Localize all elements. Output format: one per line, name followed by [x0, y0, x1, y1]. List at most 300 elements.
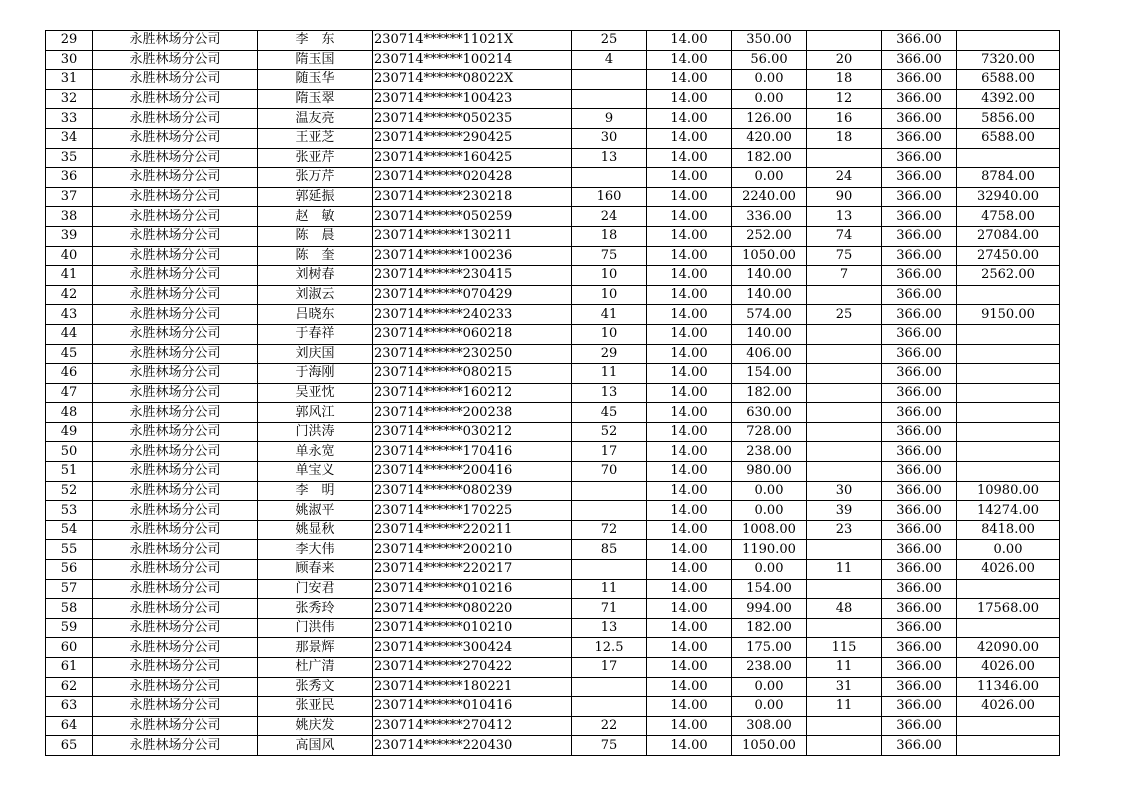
amount-cell: 2240.00 — [732, 187, 807, 207]
id-number-cell: 230714******080215 — [373, 364, 572, 384]
id-number-cell: 230714******220217 — [373, 560, 572, 580]
row-number-cell: 39 — [46, 226, 93, 246]
name-cell: 王亚芝 — [258, 128, 373, 148]
row-number-cell: 30 — [46, 50, 93, 70]
table-row — [46, 462, 1060, 482]
area-cell: 11 — [572, 579, 647, 599]
subsidy-amount-cell: 32940.00 — [957, 187, 1060, 207]
id-number-cell: 230714******230218 — [373, 187, 572, 207]
name-cell: 门洪涛 — [258, 422, 373, 442]
standard-cell: 366.00 — [882, 364, 957, 384]
amount-cell: 1050.00 — [732, 736, 807, 756]
count-cell: 18 — [807, 70, 882, 90]
count-cell — [807, 579, 882, 599]
unit-price-cell: 14.00 — [647, 716, 732, 736]
row-number-cell: 29 — [46, 31, 93, 51]
name-cell: 那景辉 — [258, 638, 373, 658]
name-cell: 于春祥 — [258, 324, 373, 344]
standard-cell: 366.00 — [882, 658, 957, 678]
id-number-cell: 230714******070429 — [373, 285, 572, 305]
count-cell: 90 — [807, 187, 882, 207]
subsidy-amount-cell: 27084.00 — [957, 226, 1060, 246]
company-cell: 永胜林场分公司 — [93, 246, 258, 266]
subsidy-amount-cell: 9150.00 — [957, 305, 1060, 325]
subsidy-amount-cell: 4026.00 — [957, 560, 1060, 580]
area-cell — [572, 560, 647, 580]
area-cell: 70 — [572, 462, 647, 482]
row-number-cell: 32 — [46, 89, 93, 109]
amount-cell: 182.00 — [732, 148, 807, 168]
table-row — [46, 148, 1060, 168]
company-cell: 永胜林场分公司 — [93, 658, 258, 678]
company-cell: 永胜林场分公司 — [93, 697, 258, 717]
name-cell: 张亚芹 — [258, 148, 373, 168]
amount-cell: 728.00 — [732, 422, 807, 442]
unit-price-cell: 14.00 — [647, 422, 732, 442]
count-cell: 74 — [807, 226, 882, 246]
table-row — [46, 383, 1060, 403]
table-row — [46, 736, 1060, 756]
id-number-cell: 230714******300424 — [373, 638, 572, 658]
subsidy-amount-cell: 10980.00 — [957, 481, 1060, 501]
count-cell: 115 — [807, 638, 882, 658]
row-number-cell: 59 — [46, 618, 93, 638]
company-cell: 永胜林场分公司 — [93, 403, 258, 423]
company-cell: 永胜林场分公司 — [93, 226, 258, 246]
company-cell: 永胜林场分公司 — [93, 324, 258, 344]
unit-price-cell: 14.00 — [647, 677, 732, 697]
table-row — [46, 599, 1060, 619]
company-cell: 永胜林场分公司 — [93, 618, 258, 638]
count-cell: 11 — [807, 658, 882, 678]
name-cell: 姚淑平 — [258, 501, 373, 521]
standard-cell: 366.00 — [882, 638, 957, 658]
area-cell — [572, 89, 647, 109]
id-number-cell: 230714******180221 — [373, 677, 572, 697]
company-cell: 永胜林场分公司 — [93, 599, 258, 619]
count-cell — [807, 383, 882, 403]
name-cell: 吕晓东 — [258, 305, 373, 325]
table-row — [46, 658, 1060, 678]
name-cell: 杜广清 — [258, 658, 373, 678]
id-number-cell: 230714******030212 — [373, 422, 572, 442]
row-number-cell: 44 — [46, 324, 93, 344]
id-number-cell: 230714******08022X — [373, 70, 572, 90]
area-cell — [572, 501, 647, 521]
count-cell — [807, 736, 882, 756]
company-cell: 永胜林场分公司 — [93, 70, 258, 90]
area-cell: 13 — [572, 148, 647, 168]
company-cell: 永胜林场分公司 — [93, 50, 258, 70]
id-number-cell: 230714******080220 — [373, 599, 572, 619]
row-number-cell: 65 — [46, 736, 93, 756]
amount-cell: 406.00 — [732, 344, 807, 364]
unit-price-cell: 14.00 — [647, 540, 732, 560]
subsidy-table — [45, 30, 1060, 756]
row-number-cell: 60 — [46, 638, 93, 658]
amount-cell: 0.00 — [732, 697, 807, 717]
unit-price-cell: 14.00 — [647, 501, 732, 521]
area-cell: 13 — [572, 383, 647, 403]
id-number-cell: 230714******100236 — [373, 246, 572, 266]
unit-price-cell: 14.00 — [647, 736, 732, 756]
subsidy-amount-cell — [957, 324, 1060, 344]
unit-price-cell: 14.00 — [647, 364, 732, 384]
name-cell: 单永宽 — [258, 442, 373, 462]
standard-cell: 366.00 — [882, 520, 957, 540]
area-cell: 75 — [572, 246, 647, 266]
subsidy-amount-cell: 8418.00 — [957, 520, 1060, 540]
subsidy-amount-cell — [957, 716, 1060, 736]
amount-cell: 980.00 — [732, 462, 807, 482]
company-cell: 永胜林场分公司 — [93, 128, 258, 148]
row-number-cell: 56 — [46, 560, 93, 580]
standard-cell: 366.00 — [882, 481, 957, 501]
unit-price-cell: 14.00 — [647, 70, 732, 90]
table-row — [46, 89, 1060, 109]
name-cell: 李 东 — [258, 31, 373, 51]
id-number-cell: 230714******290425 — [373, 128, 572, 148]
area-cell: 22 — [572, 716, 647, 736]
name-cell: 李 明 — [258, 481, 373, 501]
row-number-cell: 54 — [46, 520, 93, 540]
standard-cell: 366.00 — [882, 148, 957, 168]
table-row — [46, 403, 1060, 423]
area-cell: 13 — [572, 618, 647, 638]
company-cell: 永胜林场分公司 — [93, 462, 258, 482]
id-number-cell: 230714******050259 — [373, 207, 572, 227]
name-cell: 单宝义 — [258, 462, 373, 482]
standard-cell: 366.00 — [882, 246, 957, 266]
standard-cell: 366.00 — [882, 168, 957, 188]
name-cell: 刘庆国 — [258, 344, 373, 364]
name-cell: 刘树春 — [258, 266, 373, 286]
company-cell: 永胜林场分公司 — [93, 540, 258, 560]
table-row — [46, 128, 1060, 148]
standard-cell: 366.00 — [882, 305, 957, 325]
unit-price-cell: 14.00 — [647, 109, 732, 129]
standard-cell: 366.00 — [882, 285, 957, 305]
subsidy-amount-cell — [957, 736, 1060, 756]
amount-cell: 56.00 — [732, 50, 807, 70]
row-number-cell: 31 — [46, 70, 93, 90]
count-cell: 7 — [807, 266, 882, 286]
id-number-cell: 230714******11021X — [373, 31, 572, 51]
standard-cell: 366.00 — [882, 736, 957, 756]
row-number-cell: 52 — [46, 481, 93, 501]
count-cell — [807, 324, 882, 344]
row-number-cell: 57 — [46, 579, 93, 599]
amount-cell: 1008.00 — [732, 520, 807, 540]
company-cell: 永胜林场分公司 — [93, 481, 258, 501]
subsidy-amount-cell: 4392.00 — [957, 89, 1060, 109]
table-row — [46, 579, 1060, 599]
company-cell: 永胜林场分公司 — [93, 109, 258, 129]
amount-cell: 0.00 — [732, 481, 807, 501]
amount-cell: 336.00 — [732, 207, 807, 227]
subsidy-amount-cell: 17568.00 — [957, 599, 1060, 619]
unit-price-cell: 14.00 — [647, 128, 732, 148]
name-cell: 李大伟 — [258, 540, 373, 560]
amount-cell: 0.00 — [732, 168, 807, 188]
count-cell: 25 — [807, 305, 882, 325]
id-number-cell: 230714******170416 — [373, 442, 572, 462]
amount-cell: 238.00 — [732, 658, 807, 678]
table-row — [46, 677, 1060, 697]
row-number-cell: 37 — [46, 187, 93, 207]
count-cell: 18 — [807, 128, 882, 148]
area-cell: 9 — [572, 109, 647, 129]
subsidy-amount-cell: 7320.00 — [957, 50, 1060, 70]
row-number-cell: 43 — [46, 305, 93, 325]
unit-price-cell: 14.00 — [647, 481, 732, 501]
company-cell: 永胜林场分公司 — [93, 383, 258, 403]
area-cell: 75 — [572, 736, 647, 756]
count-cell: 30 — [807, 481, 882, 501]
name-cell: 顾春来 — [258, 560, 373, 580]
count-cell: 16 — [807, 109, 882, 129]
area-cell: 10 — [572, 266, 647, 286]
count-cell — [807, 403, 882, 423]
amount-cell: 574.00 — [732, 305, 807, 325]
row-number-cell: 58 — [46, 599, 93, 619]
company-cell: 永胜林场分公司 — [93, 364, 258, 384]
company-cell: 永胜林场分公司 — [93, 89, 258, 109]
row-number-cell: 48 — [46, 403, 93, 423]
count-cell: 23 — [807, 520, 882, 540]
standard-cell: 366.00 — [882, 403, 957, 423]
amount-cell: 182.00 — [732, 618, 807, 638]
name-cell: 门洪伟 — [258, 618, 373, 638]
table-row — [46, 442, 1060, 462]
id-number-cell: 230714******200210 — [373, 540, 572, 560]
table-row — [46, 638, 1060, 658]
name-cell: 张秀玲 — [258, 599, 373, 619]
area-cell: 24 — [572, 207, 647, 227]
area-cell: 4 — [572, 50, 647, 70]
name-cell: 郭延振 — [258, 187, 373, 207]
company-cell: 永胜林场分公司 — [93, 31, 258, 51]
subsidy-amount-cell — [957, 462, 1060, 482]
amount-cell: 0.00 — [732, 560, 807, 580]
company-cell: 永胜林场分公司 — [93, 168, 258, 188]
id-number-cell: 230714******270422 — [373, 658, 572, 678]
unit-price-cell: 14.00 — [647, 697, 732, 717]
amount-cell: 175.00 — [732, 638, 807, 658]
company-cell: 永胜林场分公司 — [93, 305, 258, 325]
table-row — [46, 187, 1060, 207]
count-cell: 13 — [807, 207, 882, 227]
row-number-cell: 40 — [46, 246, 93, 266]
id-number-cell: 230714******020428 — [373, 168, 572, 188]
name-cell: 于海刚 — [258, 364, 373, 384]
amount-cell: 420.00 — [732, 128, 807, 148]
table-row — [46, 501, 1060, 521]
unit-price-cell: 14.00 — [647, 305, 732, 325]
unit-price-cell: 14.00 — [647, 168, 732, 188]
area-cell: 10 — [572, 324, 647, 344]
subsidy-amount-cell — [957, 442, 1060, 462]
subsidy-amount-cell — [957, 148, 1060, 168]
area-cell: 45 — [572, 403, 647, 423]
company-cell: 永胜林场分公司 — [93, 442, 258, 462]
standard-cell: 366.00 — [882, 89, 957, 109]
row-number-cell: 41 — [46, 266, 93, 286]
area-cell: 52 — [572, 422, 647, 442]
subsidy-amount-cell — [957, 383, 1060, 403]
subsidy-amount-cell: 2562.00 — [957, 266, 1060, 286]
table-row — [46, 520, 1060, 540]
amount-cell: 238.00 — [732, 442, 807, 462]
name-cell: 赵 敏 — [258, 207, 373, 227]
count-cell — [807, 344, 882, 364]
subsidy-amount-cell — [957, 364, 1060, 384]
count-cell — [807, 716, 882, 736]
area-cell: 17 — [572, 442, 647, 462]
unit-price-cell: 14.00 — [647, 520, 732, 540]
table-row — [46, 266, 1060, 286]
company-cell: 永胜林场分公司 — [93, 716, 258, 736]
table-row — [46, 207, 1060, 227]
row-number-cell: 46 — [46, 364, 93, 384]
subsidy-amount-cell — [957, 403, 1060, 423]
id-number-cell: 230714******060218 — [373, 324, 572, 344]
row-number-cell: 51 — [46, 462, 93, 482]
standard-cell: 366.00 — [882, 50, 957, 70]
unit-price-cell: 14.00 — [647, 207, 732, 227]
id-number-cell: 230714******160425 — [373, 148, 572, 168]
count-cell — [807, 462, 882, 482]
standard-cell: 366.00 — [882, 187, 957, 207]
name-cell: 高国风 — [258, 736, 373, 756]
standard-cell: 366.00 — [882, 540, 957, 560]
standard-cell: 366.00 — [882, 128, 957, 148]
company-cell: 永胜林场分公司 — [93, 344, 258, 364]
standard-cell: 366.00 — [882, 501, 957, 521]
amount-cell: 0.00 — [732, 501, 807, 521]
area-cell: 71 — [572, 599, 647, 619]
unit-price-cell: 14.00 — [647, 266, 732, 286]
subsidy-amount-cell — [957, 31, 1060, 51]
amount-cell: 994.00 — [732, 599, 807, 619]
standard-cell: 366.00 — [882, 109, 957, 129]
standard-cell: 366.00 — [882, 344, 957, 364]
area-cell — [572, 70, 647, 90]
area-cell — [572, 168, 647, 188]
company-cell: 永胜林场分公司 — [93, 560, 258, 580]
id-number-cell: 230714******200238 — [373, 403, 572, 423]
name-cell: 姚庆发 — [258, 716, 373, 736]
area-cell: 18 — [572, 226, 647, 246]
area-cell: 85 — [572, 540, 647, 560]
table-row — [46, 697, 1060, 717]
subsidy-amount-cell: 6588.00 — [957, 70, 1060, 90]
name-cell: 陈 晨 — [258, 226, 373, 246]
id-number-cell: 230714******100423 — [373, 89, 572, 109]
amount-cell: 0.00 — [732, 89, 807, 109]
id-number-cell: 230714******230415 — [373, 266, 572, 286]
table-row — [46, 50, 1060, 70]
company-cell: 永胜林场分公司 — [93, 579, 258, 599]
standard-cell: 366.00 — [882, 579, 957, 599]
amount-cell: 0.00 — [732, 677, 807, 697]
row-number-cell: 35 — [46, 148, 93, 168]
table-row — [46, 31, 1060, 51]
id-number-cell: 230714******230250 — [373, 344, 572, 364]
table-row — [46, 540, 1060, 560]
id-number-cell: 230714******010416 — [373, 697, 572, 717]
amount-cell: 140.00 — [732, 285, 807, 305]
id-number-cell: 230714******010210 — [373, 618, 572, 638]
subsidy-amount-cell: 0.00 — [957, 540, 1060, 560]
company-cell: 永胜林场分公司 — [93, 285, 258, 305]
id-number-cell: 230714******240233 — [373, 305, 572, 325]
amount-cell: 182.00 — [732, 383, 807, 403]
unit-price-cell: 14.00 — [647, 50, 732, 70]
unit-price-cell: 14.00 — [647, 383, 732, 403]
name-cell: 门安君 — [258, 579, 373, 599]
company-cell: 永胜林场分公司 — [93, 501, 258, 521]
standard-cell: 366.00 — [882, 599, 957, 619]
company-cell: 永胜林场分公司 — [93, 638, 258, 658]
standard-cell: 366.00 — [882, 697, 957, 717]
table-row — [46, 305, 1060, 325]
subsidy-amount-cell: 8784.00 — [957, 168, 1060, 188]
company-cell: 永胜林场分公司 — [93, 266, 258, 286]
table-row — [46, 481, 1060, 501]
standard-cell: 366.00 — [882, 462, 957, 482]
standard-cell: 366.00 — [882, 716, 957, 736]
unit-price-cell: 14.00 — [647, 560, 732, 580]
subsidy-amount-cell — [957, 579, 1060, 599]
amount-cell: 140.00 — [732, 324, 807, 344]
amount-cell: 252.00 — [732, 226, 807, 246]
unit-price-cell: 14.00 — [647, 148, 732, 168]
row-number-cell: 55 — [46, 540, 93, 560]
subsidy-amount-cell: 11346.00 — [957, 677, 1060, 697]
id-number-cell: 230714******130211 — [373, 226, 572, 246]
count-cell — [807, 364, 882, 384]
table-row — [46, 344, 1060, 364]
id-number-cell: 230714******160212 — [373, 383, 572, 403]
name-cell: 隋玉翠 — [258, 89, 373, 109]
count-cell — [807, 285, 882, 305]
unit-price-cell: 14.00 — [647, 246, 732, 266]
subsidy-amount-cell: 4758.00 — [957, 207, 1060, 227]
company-cell: 永胜林场分公司 — [93, 422, 258, 442]
name-cell: 姚显秋 — [258, 520, 373, 540]
id-number-cell: 230714******220211 — [373, 520, 572, 540]
unit-price-cell: 14.00 — [647, 403, 732, 423]
name-cell: 吴亚忱 — [258, 383, 373, 403]
area-cell: 17 — [572, 658, 647, 678]
count-cell: 31 — [807, 677, 882, 697]
table-row — [46, 618, 1060, 638]
company-cell: 永胜林场分公司 — [93, 207, 258, 227]
unit-price-cell: 14.00 — [647, 89, 732, 109]
unit-price-cell: 14.00 — [647, 618, 732, 638]
id-number-cell: 230714******050235 — [373, 109, 572, 129]
name-cell: 温友亮 — [258, 109, 373, 129]
table-row — [46, 109, 1060, 129]
standard-cell: 366.00 — [882, 618, 957, 638]
area-cell: 25 — [572, 31, 647, 51]
table-row — [46, 364, 1060, 384]
row-number-cell: 36 — [46, 168, 93, 188]
id-number-cell: 230714******100214 — [373, 50, 572, 70]
table-row — [46, 70, 1060, 90]
standard-cell: 366.00 — [882, 226, 957, 246]
